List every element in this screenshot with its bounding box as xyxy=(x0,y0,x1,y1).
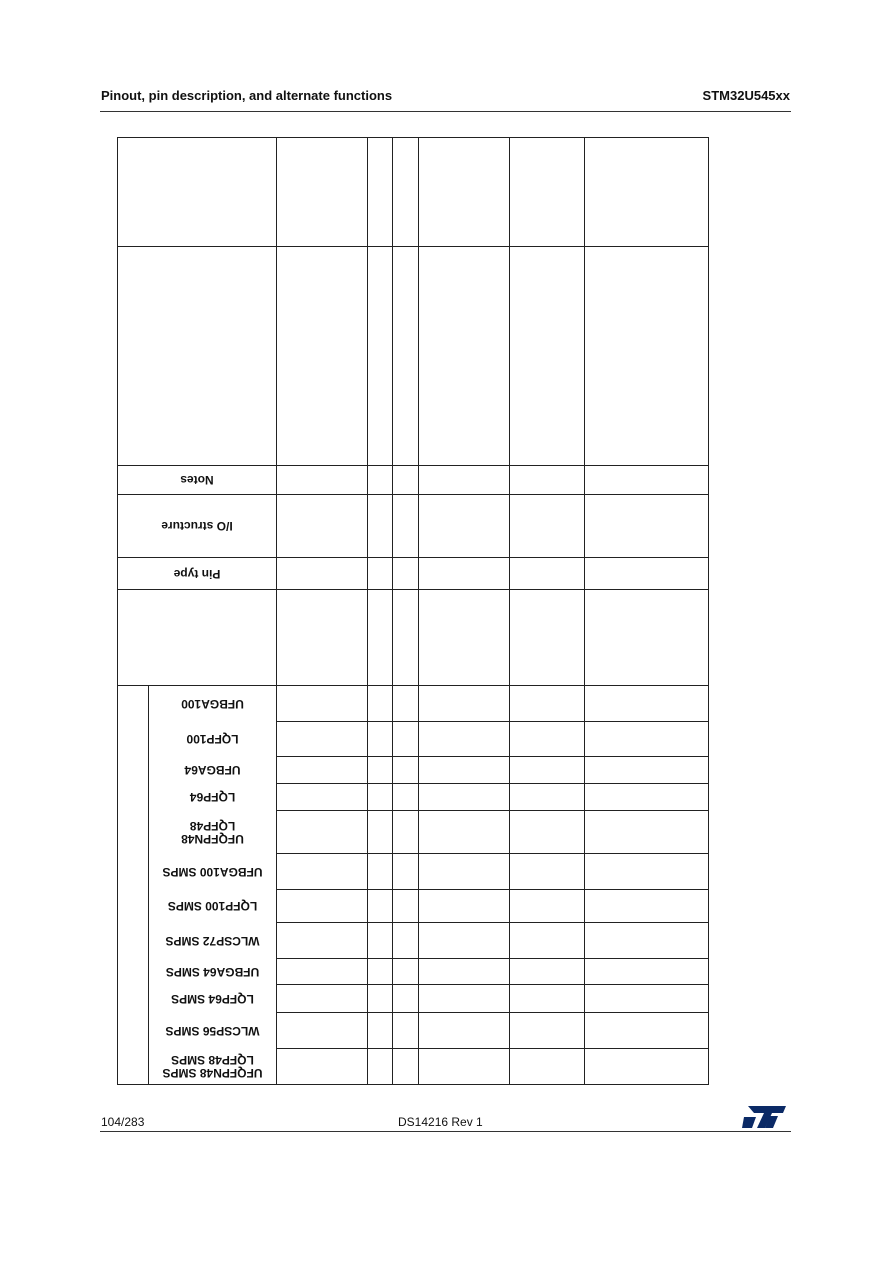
row-label-io-structure: I/O structure xyxy=(161,519,233,534)
row-label-ufbga64: UFBGA64 xyxy=(184,763,241,778)
row-label-notes: Notes xyxy=(180,473,214,488)
row-label-lqfp100-smps: LQFP100 SMPS xyxy=(167,899,258,914)
row-divider xyxy=(276,810,708,811)
column-divider xyxy=(418,138,419,1084)
column-divider xyxy=(584,138,585,1084)
row-divider xyxy=(276,889,708,890)
row-divider xyxy=(276,958,708,959)
row-divider xyxy=(276,1012,708,1013)
row-label-lqfp64-smps: LQFP64 SMPS xyxy=(171,992,254,1006)
row-divider xyxy=(276,783,708,784)
row-label-ufbga64-smps: UFBGA64 SMPS xyxy=(165,965,260,979)
column-divider xyxy=(509,138,510,1084)
header-divider xyxy=(100,111,791,112)
row-label-ufbga100: UFBGA100 xyxy=(181,697,244,711)
footer-divider xyxy=(100,1131,791,1132)
column-divider xyxy=(392,138,393,1084)
part-number: STM32U545xx xyxy=(702,88,790,103)
row-label-ufbga100-smps: UFBGA100 SMPS xyxy=(162,865,263,879)
row-label-lqfp100: LQFP100 xyxy=(186,732,239,747)
row-label-lqfp48-smps: UFQFPN48 SMPS LQFP48 SMPS xyxy=(162,1053,263,1081)
page-number: 104/283 xyxy=(101,1115,145,1129)
st-logo-icon xyxy=(742,1104,788,1130)
row-label-wlcsp72-smps: WLCSP72 SMPS xyxy=(165,934,260,948)
row-divider xyxy=(118,589,708,590)
row-divider xyxy=(276,721,708,722)
document-id: DS14216 Rev 1 xyxy=(398,1115,483,1129)
row-divider xyxy=(276,1048,708,1049)
row-divider xyxy=(276,853,708,854)
section-title: Pinout, pin description, and alternate functions xyxy=(101,88,393,103)
column-divider xyxy=(276,138,277,1084)
row-label-lqfp64: LQFP64 xyxy=(189,790,236,805)
row-label-wlcsp56-smps: WLCSP56 SMPS xyxy=(165,1024,260,1038)
row-divider xyxy=(276,922,708,923)
row-divider xyxy=(118,246,708,247)
row-label-pin-type: Pin type xyxy=(173,567,221,581)
row-divider xyxy=(276,756,708,757)
row-label-lqfp48: UFQFPN48 LQFP48 xyxy=(181,819,244,846)
pin-table xyxy=(117,137,709,1085)
column-divider xyxy=(367,138,368,1084)
row-divider xyxy=(276,984,708,985)
